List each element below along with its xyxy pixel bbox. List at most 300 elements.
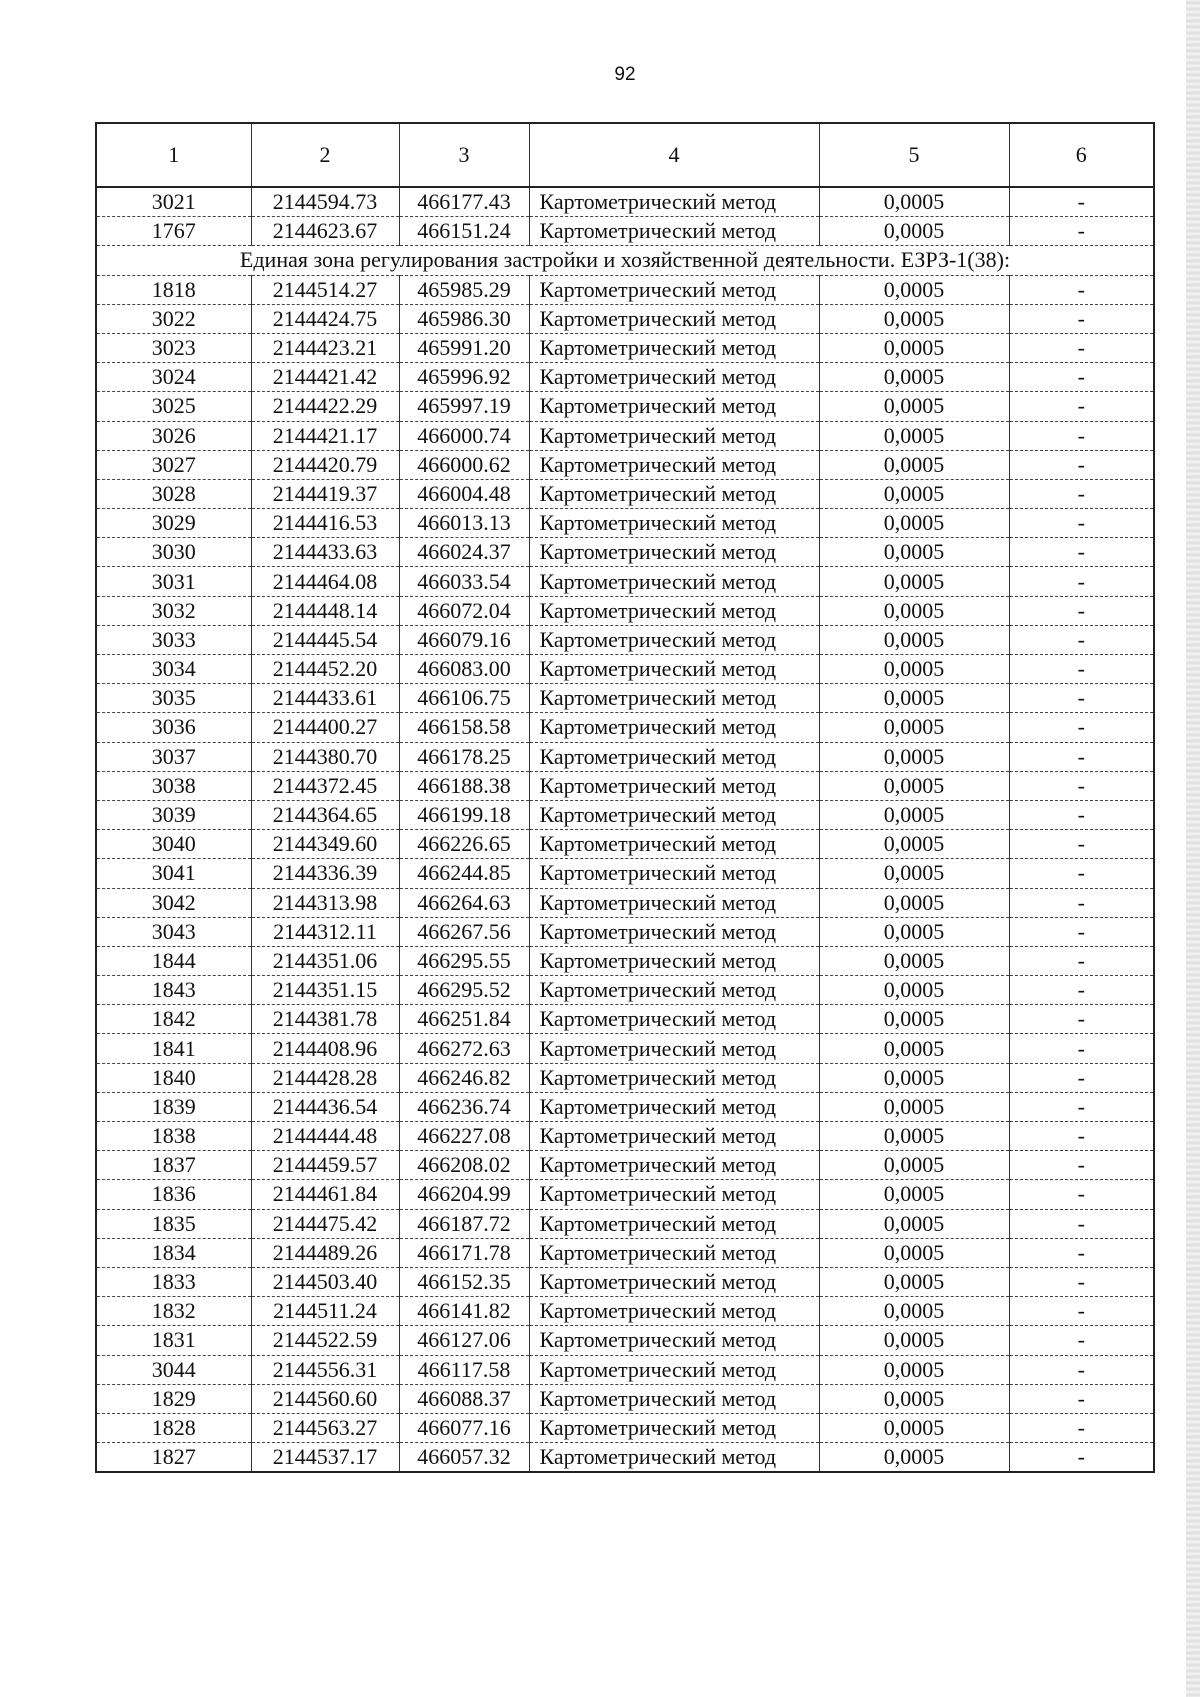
cell-method: Картометрический метод: [529, 859, 819, 888]
cell-coord-y: 466083.00: [399, 655, 529, 684]
cell-accuracy: 0,0005: [819, 655, 1009, 684]
cell-accuracy: 0,0005: [819, 187, 1009, 217]
cell-method: Картометрический метод: [529, 1267, 819, 1296]
cell-method: Картометрический метод: [529, 713, 819, 742]
table-row: [96, 771, 1154, 800]
cell-point-number: 1833: [96, 1267, 251, 1296]
table-row: [96, 917, 1154, 946]
cell-accuracy: 0,0005: [819, 1063, 1009, 1092]
cell-coord-x: 2144424.75: [251, 304, 399, 333]
cell-accuracy: 0,0005: [819, 976, 1009, 1005]
table-body: [96, 187, 1154, 1472]
cell-point-number: 3027: [96, 450, 251, 479]
cell-coord-y: 466264.63: [399, 888, 529, 917]
cell-coord-x: 2144433.63: [251, 538, 399, 567]
table-row: [96, 625, 1154, 654]
cell-accuracy: 0,0005: [819, 421, 1009, 450]
table-row: [96, 1063, 1154, 1092]
cell-note: -: [1009, 187, 1154, 217]
cell-accuracy: 0,0005: [819, 217, 1009, 246]
table-row: [96, 1180, 1154, 1209]
cell-coord-y: 466024.37: [399, 538, 529, 567]
cell-coord-x: 2144537.17: [251, 1443, 399, 1473]
cell-note: -: [1009, 1034, 1154, 1063]
cell-note: -: [1009, 1384, 1154, 1413]
cell-note: -: [1009, 1413, 1154, 1442]
cell-method: Картометрический метод: [529, 1180, 819, 1209]
cell-coord-x: 2144522.59: [251, 1326, 399, 1355]
cell-method: Картометрический метод: [529, 1413, 819, 1442]
cell-note: -: [1009, 1297, 1154, 1326]
cell-coord-x: 2144312.11: [251, 917, 399, 946]
cell-method: Картометрический метод: [529, 976, 819, 1005]
cell-accuracy: 0,0005: [819, 450, 1009, 479]
cell-coord-y: 466117.58: [399, 1355, 529, 1384]
table-row: [96, 304, 1154, 333]
table-row: [96, 1122, 1154, 1151]
table-row: [96, 1034, 1154, 1063]
cell-method: Картометрический метод: [529, 1384, 819, 1413]
table-row: [96, 1326, 1154, 1355]
cell-accuracy: 0,0005: [819, 333, 1009, 362]
cell-point-number: 1841: [96, 1034, 251, 1063]
cell-method: Картометрический метод: [529, 771, 819, 800]
cell-point-number: 3041: [96, 859, 251, 888]
cell-method: Картометрический метод: [529, 1092, 819, 1121]
cell-point-number: 1835: [96, 1209, 251, 1238]
cell-note: -: [1009, 450, 1154, 479]
cell-method: Картометрический метод: [529, 1297, 819, 1326]
cell-method: Картометрический метод: [529, 830, 819, 859]
cell-point-number: 3042: [96, 888, 251, 917]
cell-method: Картометрический метод: [529, 684, 819, 713]
cell-method: Картометрический метод: [529, 596, 819, 625]
cell-accuracy: 0,0005: [819, 596, 1009, 625]
table-row: [96, 1092, 1154, 1121]
cell-coord-y: 465985.29: [399, 275, 529, 304]
cell-coord-y: 466236.74: [399, 1092, 529, 1121]
cell-accuracy: 0,0005: [819, 304, 1009, 333]
cell-coord-y: 466187.72: [399, 1209, 529, 1238]
cell-point-number: 3033: [96, 625, 251, 654]
cell-point-number: 1838: [96, 1122, 251, 1151]
cell-coord-y: 466158.58: [399, 713, 529, 742]
cell-point-number: 1837: [96, 1151, 251, 1180]
header-col-3: 3: [399, 123, 529, 187]
cell-point-number: 3026: [96, 421, 251, 450]
table-row: [96, 275, 1154, 304]
table-row: [96, 800, 1154, 829]
cell-coord-x: 2144563.27: [251, 1413, 399, 1442]
cell-note: -: [1009, 742, 1154, 771]
cell-coord-y: 466188.38: [399, 771, 529, 800]
cell-note: -: [1009, 888, 1154, 917]
table-row: [96, 479, 1154, 508]
cell-point-number: 1827: [96, 1443, 251, 1473]
cell-note: -: [1009, 625, 1154, 654]
cell-note: -: [1009, 713, 1154, 742]
cell-coord-x: 2144464.08: [251, 567, 399, 596]
cell-coord-y: 466088.37: [399, 1384, 529, 1413]
cell-note: -: [1009, 421, 1154, 450]
cell-coord-y: 466013.13: [399, 509, 529, 538]
table-row: [96, 1297, 1154, 1326]
cell-coord-x: 2144422.29: [251, 392, 399, 421]
cell-method: Картометрический метод: [529, 450, 819, 479]
table-row: [96, 976, 1154, 1005]
cell-note: -: [1009, 1005, 1154, 1034]
cell-accuracy: 0,0005: [819, 888, 1009, 917]
header-col-1: 1: [96, 123, 251, 187]
table-row: [96, 859, 1154, 888]
cell-point-number: 3043: [96, 917, 251, 946]
cell-coord-y: 465991.20: [399, 333, 529, 362]
cell-point-number: 1834: [96, 1238, 251, 1267]
cell-method: Картометрический метод: [529, 1443, 819, 1473]
cell-coord-x: 2144459.57: [251, 1151, 399, 1180]
table-row: [96, 187, 1154, 217]
cell-point-number: 3039: [96, 800, 251, 829]
cell-method: Картометрический метод: [529, 509, 819, 538]
table-row: [96, 421, 1154, 450]
cell-accuracy: 0,0005: [819, 275, 1009, 304]
table-row: [96, 946, 1154, 975]
cell-method: Картометрический метод: [529, 363, 819, 392]
cell-accuracy: 0,0005: [819, 742, 1009, 771]
table-row: [96, 363, 1154, 392]
cell-coord-x: 2144461.84: [251, 1180, 399, 1209]
cell-note: -: [1009, 859, 1154, 888]
cell-point-number: 1843: [96, 976, 251, 1005]
cell-point-number: 3025: [96, 392, 251, 421]
cell-coord-x: 2144421.42: [251, 363, 399, 392]
table-row: [96, 1005, 1154, 1034]
cell-point-number: 3029: [96, 509, 251, 538]
cell-method: Картометрический метод: [529, 888, 819, 917]
table-row: [96, 888, 1154, 917]
cell-coord-x: 2144594.73: [251, 187, 399, 217]
cell-note: -: [1009, 976, 1154, 1005]
cell-note: -: [1009, 917, 1154, 946]
cell-method: Картометрический метод: [529, 946, 819, 975]
cell-coord-y: 466171.78: [399, 1238, 529, 1267]
cell-coord-x: 2144419.37: [251, 479, 399, 508]
zone-title: Единая зона регулирования застройки и хозяйственной деятельности. ЕЗРЗ-1(38):: [96, 246, 1154, 275]
cell-point-number: 1840: [96, 1063, 251, 1092]
cell-coord-x: 2144372.45: [251, 771, 399, 800]
table-header: [96, 123, 1154, 187]
table-row: [96, 333, 1154, 362]
cell-method: Картометрический метод: [529, 1151, 819, 1180]
cell-note: -: [1009, 946, 1154, 975]
cell-point-number: 3036: [96, 713, 251, 742]
cell-coord-y: 466077.16: [399, 1413, 529, 1442]
cell-point-number: 1832: [96, 1297, 251, 1326]
table-row: [96, 1267, 1154, 1296]
cell-method: Картометрический метод: [529, 1355, 819, 1384]
cell-method: Картометрический метод: [529, 625, 819, 654]
cell-method: Картометрический метод: [529, 1034, 819, 1063]
cell-note: -: [1009, 1209, 1154, 1238]
cell-accuracy: 0,0005: [819, 1443, 1009, 1473]
cell-accuracy: 0,0005: [819, 1355, 1009, 1384]
cell-point-number: 3028: [96, 479, 251, 508]
cell-coord-y: 466199.18: [399, 800, 529, 829]
cell-coord-y: 466204.99: [399, 1180, 529, 1209]
cell-coord-y: 466177.43: [399, 187, 529, 217]
cell-coord-x: 2144351.06: [251, 946, 399, 975]
cell-note: -: [1009, 830, 1154, 859]
cell-coord-x: 2144336.39: [251, 859, 399, 888]
cell-note: -: [1009, 1267, 1154, 1296]
table-row: [96, 509, 1154, 538]
cell-point-number: 3044: [96, 1355, 251, 1384]
cell-coord-y: 466244.85: [399, 859, 529, 888]
cell-accuracy: 0,0005: [819, 859, 1009, 888]
cell-coord-y: 466295.52: [399, 976, 529, 1005]
cell-note: -: [1009, 567, 1154, 596]
cell-point-number: 1767: [96, 217, 251, 246]
cell-accuracy: 0,0005: [819, 392, 1009, 421]
cell-coord-y: 466151.24: [399, 217, 529, 246]
cell-note: -: [1009, 217, 1154, 246]
cell-note: -: [1009, 509, 1154, 538]
cell-coord-y: 466272.63: [399, 1034, 529, 1063]
cell-coord-x: 2144420.79: [251, 450, 399, 479]
cell-method: Картометрический метод: [529, 1063, 819, 1092]
cell-note: -: [1009, 1326, 1154, 1355]
cell-accuracy: 0,0005: [819, 946, 1009, 975]
header-col-6: 6: [1009, 123, 1154, 187]
table-row: [96, 217, 1154, 246]
cell-note: -: [1009, 684, 1154, 713]
cell-coord-y: 466251.84: [399, 1005, 529, 1034]
cell-method: Картометрический метод: [529, 1209, 819, 1238]
cell-point-number: 3034: [96, 655, 251, 684]
cell-method: Картометрический метод: [529, 917, 819, 946]
cell-note: -: [1009, 1151, 1154, 1180]
cell-coord-y: 466246.82: [399, 1063, 529, 1092]
cell-coord-y: 466208.02: [399, 1151, 529, 1180]
cell-point-number: 3040: [96, 830, 251, 859]
scan-edge: [1186, 0, 1200, 1697]
cell-point-number: 3024: [96, 363, 251, 392]
coordinates-table: [95, 122, 1155, 1473]
table-row: [96, 655, 1154, 684]
table-row: [96, 1443, 1154, 1473]
cell-accuracy: 0,0005: [819, 684, 1009, 713]
table-row: [96, 1238, 1154, 1267]
cell-accuracy: 0,0005: [819, 713, 1009, 742]
cell-note: -: [1009, 771, 1154, 800]
cell-accuracy: 0,0005: [819, 1413, 1009, 1442]
cell-method: Картометрический метод: [529, 421, 819, 450]
cell-coord-x: 2144380.70: [251, 742, 399, 771]
cell-accuracy: 0,0005: [819, 1326, 1009, 1355]
cell-accuracy: 0,0005: [819, 625, 1009, 654]
cell-coord-y: 466227.08: [399, 1122, 529, 1151]
cell-point-number: 3035: [96, 684, 251, 713]
cell-coord-x: 2144351.15: [251, 976, 399, 1005]
cell-accuracy: 0,0005: [819, 1209, 1009, 1238]
cell-coord-x: 2144416.53: [251, 509, 399, 538]
cell-point-number: 3038: [96, 771, 251, 800]
cell-coord-y: 465986.30: [399, 304, 529, 333]
cell-point-number: 1839: [96, 1092, 251, 1121]
cell-point-number: 1844: [96, 946, 251, 975]
cell-method: Картометрический метод: [529, 567, 819, 596]
table-row: [96, 742, 1154, 771]
table-row: [96, 567, 1154, 596]
cell-coord-x: 2144489.26: [251, 1238, 399, 1267]
cell-point-number: 3021: [96, 187, 251, 217]
cell-point-number: 3032: [96, 596, 251, 625]
cell-note: -: [1009, 538, 1154, 567]
table-row: [96, 830, 1154, 859]
cell-coord-x: 2144313.98: [251, 888, 399, 917]
cell-coord-y: 466152.35: [399, 1267, 529, 1296]
cell-coord-x: 2144428.28: [251, 1063, 399, 1092]
cell-coord-x: 2144381.78: [251, 1005, 399, 1034]
cell-point-number: 3030: [96, 538, 251, 567]
cell-note: -: [1009, 392, 1154, 421]
cell-coord-x: 2144433.61: [251, 684, 399, 713]
table-row: [96, 392, 1154, 421]
page-number: 92: [614, 64, 636, 85]
cell-point-number: 1829: [96, 1384, 251, 1413]
cell-note: -: [1009, 333, 1154, 362]
cell-method: Картометрический метод: [529, 333, 819, 362]
cell-coord-y: 466178.25: [399, 742, 529, 771]
cell-accuracy: 0,0005: [819, 1092, 1009, 1121]
cell-accuracy: 0,0005: [819, 509, 1009, 538]
cell-coord-x: 2144560.60: [251, 1384, 399, 1413]
table-row: [96, 684, 1154, 713]
cell-coord-y: 466127.06: [399, 1326, 529, 1355]
cell-coord-x: 2144349.60: [251, 830, 399, 859]
cell-note: -: [1009, 275, 1154, 304]
cell-method: Картометрический метод: [529, 1238, 819, 1267]
cell-coord-x: 2144445.54: [251, 625, 399, 654]
cell-coord-x: 2144623.67: [251, 217, 399, 246]
cell-method: Картометрический метод: [529, 479, 819, 508]
cell-method: Картометрический метод: [529, 304, 819, 333]
table-row: [96, 1355, 1154, 1384]
cell-coord-y: 466004.48: [399, 479, 529, 508]
header-row: [96, 123, 1154, 187]
cell-accuracy: 0,0005: [819, 1122, 1009, 1151]
cell-accuracy: 0,0005: [819, 800, 1009, 829]
cell-coord-x: 2144444.48: [251, 1122, 399, 1151]
header-col-2: 2: [251, 123, 399, 187]
table-row: [96, 1413, 1154, 1442]
cell-coord-y: 466267.56: [399, 917, 529, 946]
cell-coord-x: 2144421.17: [251, 421, 399, 450]
header-col-5: 5: [819, 123, 1009, 187]
cell-point-number: 3037: [96, 742, 251, 771]
table-row: [96, 538, 1154, 567]
cell-method: Картометрический метод: [529, 275, 819, 304]
cell-coord-y: 466226.65: [399, 830, 529, 859]
cell-coord-y: 466000.62: [399, 450, 529, 479]
cell-coord-y: 466079.16: [399, 625, 529, 654]
cell-coord-x: 2144448.14: [251, 596, 399, 625]
cell-method: Картометрический метод: [529, 655, 819, 684]
cell-note: -: [1009, 1180, 1154, 1209]
cell-point-number: 1818: [96, 275, 251, 304]
cell-note: -: [1009, 1122, 1154, 1151]
cell-coord-y: 465996.92: [399, 363, 529, 392]
cell-accuracy: 0,0005: [819, 1180, 1009, 1209]
cell-note: -: [1009, 1063, 1154, 1092]
cell-coord-x: 2144400.27: [251, 713, 399, 742]
cell-accuracy: 0,0005: [819, 479, 1009, 508]
cell-note: -: [1009, 363, 1154, 392]
cell-method: Картометрический метод: [529, 187, 819, 217]
cell-accuracy: 0,0005: [819, 830, 1009, 859]
cell-accuracy: 0,0005: [819, 1005, 1009, 1034]
cell-accuracy: 0,0005: [819, 1297, 1009, 1326]
cell-note: -: [1009, 800, 1154, 829]
cell-coord-x: 2144475.42: [251, 1209, 399, 1238]
cell-coord-y: 466141.82: [399, 1297, 529, 1326]
cell-coord-x: 2144364.65: [251, 800, 399, 829]
cell-method: Картометрический метод: [529, 800, 819, 829]
cell-coord-x: 2144556.31: [251, 1355, 399, 1384]
cell-accuracy: 0,0005: [819, 1267, 1009, 1296]
cell-coord-y: 466033.54: [399, 567, 529, 596]
cell-accuracy: 0,0005: [819, 538, 1009, 567]
cell-note: -: [1009, 1443, 1154, 1473]
cell-method: Картометрический метод: [529, 1326, 819, 1355]
cell-point-number: 3031: [96, 567, 251, 596]
cell-note: -: [1009, 596, 1154, 625]
cell-coord-x: 2144511.24: [251, 1297, 399, 1326]
zone-row: [96, 246, 1154, 275]
table-row: [96, 1151, 1154, 1180]
cell-method: Картометрический метод: [529, 1005, 819, 1034]
cell-coord-x: 2144452.20: [251, 655, 399, 684]
cell-accuracy: 0,0005: [819, 1034, 1009, 1063]
cell-point-number: 1836: [96, 1180, 251, 1209]
cell-note: -: [1009, 479, 1154, 508]
cell-accuracy: 0,0005: [819, 363, 1009, 392]
cell-coord-y: 465997.19: [399, 392, 529, 421]
cell-coord-x: 2144514.27: [251, 275, 399, 304]
cell-point-number: 1831: [96, 1326, 251, 1355]
cell-note: -: [1009, 1355, 1154, 1384]
cell-method: Картометрический метод: [529, 1122, 819, 1151]
cell-coord-y: 466295.55: [399, 946, 529, 975]
cell-note: -: [1009, 304, 1154, 333]
table-row: [96, 450, 1154, 479]
cell-coord-x: 2144436.54: [251, 1092, 399, 1121]
cell-coord-x: 2144423.21: [251, 333, 399, 362]
cell-method: Картометрический метод: [529, 392, 819, 421]
cell-accuracy: 0,0005: [819, 771, 1009, 800]
table-row: [96, 713, 1154, 742]
cell-coord-x: 2144503.40: [251, 1267, 399, 1296]
cell-point-number: 1828: [96, 1413, 251, 1442]
cell-note: -: [1009, 1092, 1154, 1121]
cell-point-number: 1842: [96, 1005, 251, 1034]
table-row: [96, 596, 1154, 625]
cell-method: Картометрический метод: [529, 742, 819, 771]
cell-accuracy: 0,0005: [819, 1151, 1009, 1180]
cell-coord-y: 466072.04: [399, 596, 529, 625]
cell-coord-y: 466000.74: [399, 421, 529, 450]
cell-point-number: 3023: [96, 333, 251, 362]
